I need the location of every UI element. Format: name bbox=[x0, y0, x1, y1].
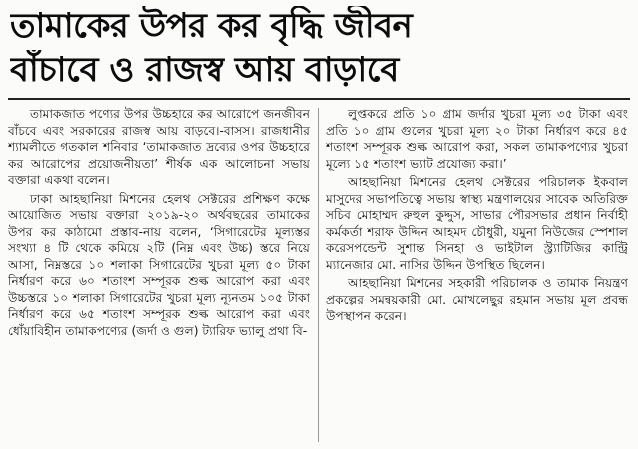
headline-line-1: তামাকের উপর কর বৃদ্ধি জীবন bbox=[10, 6, 413, 46]
right-paragraph-1: লুপ্তকরে প্রতি ১০ গ্রাম জর্দার খুচরা মূল্য ৩৫ টাকা এবং প্রতি ১০ গ্রাম গুলের খুচরা মূল্য ২০ টাকা নির্ধারণ করে ৪৫ শতাংশ সম্পূরক শুল্ক আরোপ করা, সকল তামাকপণ্যের খুচরা মূল্যে ১৫ শতাংশ ভ্যাট প্রযোজ্য করা।’ bbox=[326, 107, 628, 171]
left-paragraph-1: তামাকজাত পণ্যের উপর উচ্চহারে কর আরোপে জনজীবন বাঁচবে এবং সরকারের রাজস্ব আয় বাড়বে।-বাসস। রাজধানীর শ্যামলীতে গতকাল শনিবার ‘তামাকজাত দ্রব্যের ওপর উচ্চহারে কর আরোপের প্রয়োজনীয়তা’ শীর্ষক এক আলোচনা সভায় বক্তারা একথা বলেন। bbox=[8, 107, 310, 187]
headline-line-2: বাঁচাবে ও রাজস্ব আয় বাড়াবে bbox=[10, 50, 399, 90]
column-divider bbox=[318, 108, 319, 442]
article-column-right bbox=[326, 106, 628, 446]
right-paragraph-2: আহছানিয়া মিশনের হেলথ সেক্টরের পরিচালক ইকবাল মাসুদের সভাপতিত্বে সভায় স্বাস্থ্য মন্ত্রণালয়ের সাবেক অতিরিক্ত সচিব মোহাম্মদ রুহুল কুদ্দুস, সাভার পৌরসভার প্রধান নির্বাহী কর্মকর্তা শরাফ উদ্দিন আহমদ চৌধুরী, যমুনা নিউজের স্পেশাল করেসপন্ডেন্ট সুশান্ত সিনহা ও ভাইটাল স্ট্র্যাটিজির কান্ট্রি ম্যানেজার মো. নাসির উদ্দিন উপস্থিত ছিলেন। bbox=[326, 175, 628, 272]
article-column-left bbox=[8, 106, 310, 446]
right-paragraph-3: আহছানিয়া মিশনের সহকারী পরিচালক ও তামাক নিয়ন্ত্রণ প্রকল্পের সমন্বয়কারী মো. মোখলেছুর রহমান সভায় মূল প্রবন্ধ উপস্থাপন করেন। bbox=[326, 276, 628, 323]
left-paragraph-2: ঢাকা আহছানিয়া মিশনের হেলথ সেক্টরের প্রশিক্ষণ কক্ষে আয়োজিত সভায় বক্তারা ২০১৯-২০ অর্থবছরের তামাকের উপর কর কাঠামো প্রস্তাব-নায় বলেন, ‘সিগারেটের মূল্যস্তর সংখ্যা ৪ টি থেকে কমিয়ে ২টি (নিম্ন এবং উচ্চ) স্তরে নিয়ে আসা, নিম্নস্তরে ১০ শলাকা সিগারেটের খুচরা মূল্য ৫০ টাকা নির্ধারণ করে ৬০ শতাংশ সম্পূরক শুল্ক আরোপ করা এবং উচ্চস্তরে ১০ শলাকা সিগারেটের খুচরা মূল্য ন্যূনতম ১০৫ টাকা নির্ধারণ করে ৬৫ শতাংশ সম্পূরক শুল্ক আরোপ করা এবং ধোঁয়াবিহীন তামাকপণ্যের (জর্দা ও গুল) ট্যারিফ ভ্যালু প্রথা বি- bbox=[8, 191, 310, 338]
headline-rule bbox=[8, 98, 630, 100]
